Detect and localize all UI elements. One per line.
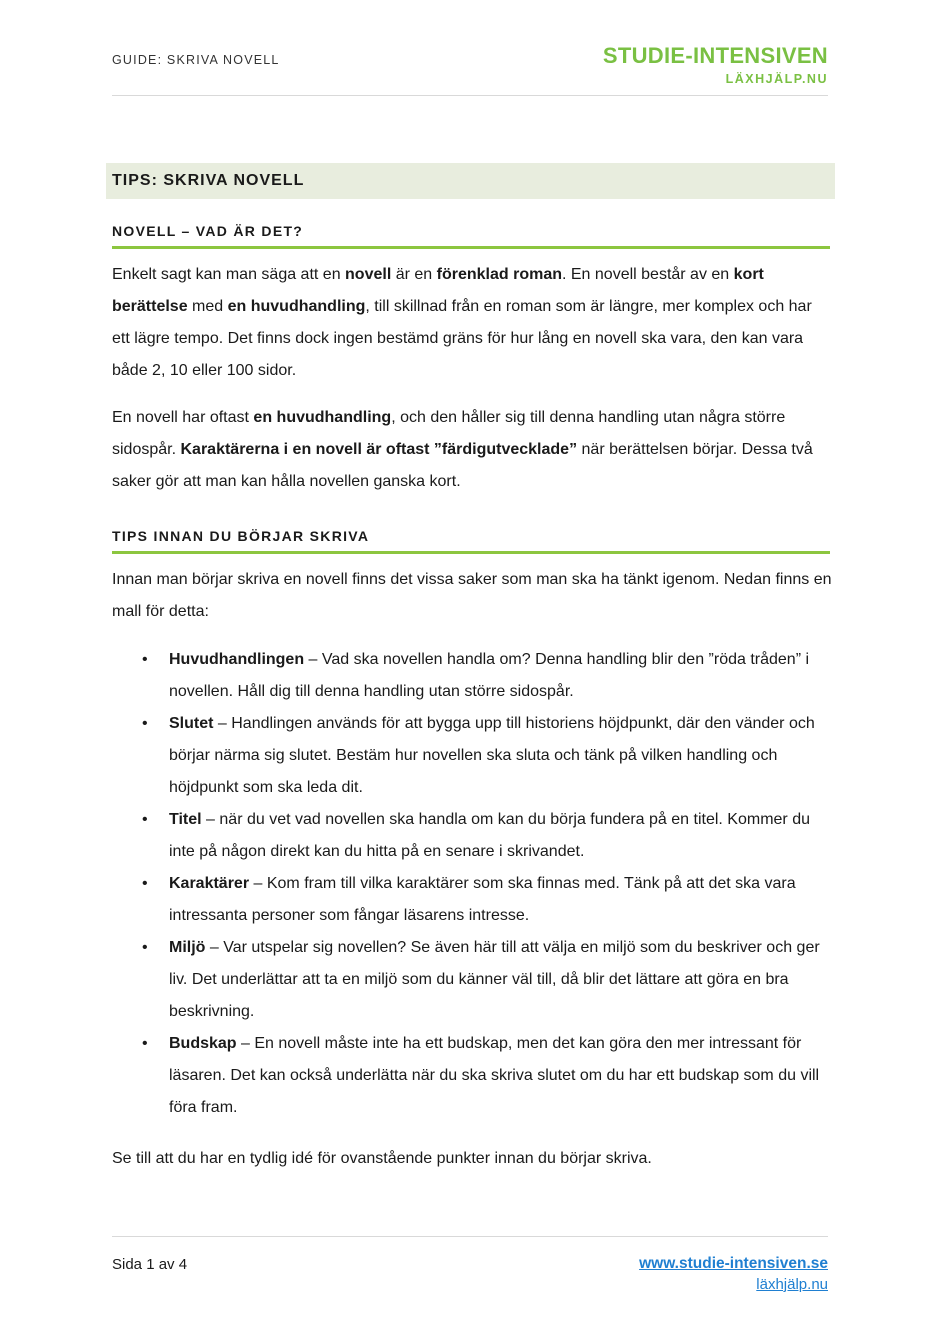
list-item: [112, 804, 832, 868]
list-item-term: Titel: [169, 811, 202, 828]
bold-text: kort berättelse: [112, 266, 764, 315]
page-number: Sida 1 av 4: [112, 1256, 188, 1273]
text-run: när berättelsen börjar. Dessa två saker gör att man kan hålla novellen ganska kort.: [112, 441, 813, 490]
list-item-term: Slutet: [169, 715, 214, 732]
bold-text: en huvudhandling: [227, 298, 366, 315]
bullet-icon: •: [142, 811, 148, 828]
list-item-text: – Kom fram till vilka karaktärer som ska finnas med. Tänk på att det ska vara intressanta personer som fångar läsarens intresse.: [169, 875, 796, 924]
section-heading-what-is: NOVELL – VAD ÄR DET?: [112, 223, 830, 249]
list-item: [112, 932, 832, 1028]
footer-links: [639, 1255, 828, 1293]
title-band: [106, 163, 835, 199]
header-divider: [112, 95, 828, 96]
paragraph-intro: Innan man börjar skriva en novell finns det vissa saker som man ska ha tänkt igenom. Nedan finns en mall för detta:: [112, 571, 832, 620]
bullet-icon: •: [142, 1035, 148, 1052]
bullet-icon: •: [142, 651, 148, 668]
brand-subtitle: LÄXHJÄLP.NU: [725, 72, 828, 86]
text-run: , och den håller sig till denna handling utan några större sidospår.: [112, 409, 786, 458]
bold-text: en huvudhandling: [253, 409, 392, 426]
brand-logo: [603, 44, 828, 86]
bullet-icon: •: [142, 715, 148, 732]
list-item-term: Miljö: [169, 939, 206, 956]
list-item-text: – Handlingen används för att bygga upp till historiens höjdpunkt, där den vänder och börjar närma sig slutet. Bestäm hur novellen ska sluta och tänk på vilken handling och höjdpunkt som ska leda dit.: [169, 715, 815, 796]
bold-text: Karaktärerna i en novell är oftast ”färdigutvecklade”: [180, 441, 578, 458]
paragraph-structure: [112, 402, 832, 498]
list-item: [112, 644, 832, 708]
list-item-term: Karaktärer: [169, 875, 250, 892]
list-item-term: Huvudhandlingen: [169, 651, 305, 668]
list-item-term: Budskap: [169, 1035, 237, 1052]
list-item: [112, 1028, 832, 1124]
bullet-icon: •: [142, 875, 148, 892]
text-run: Enkelt sagt kan man säga att en: [112, 266, 346, 283]
list-item: [112, 708, 832, 804]
list-item-text: – Vad ska novellen handla om? Denna handling blir den ”röda tråden” i novellen. Håll dig till denna handling utan större sidospår.: [169, 651, 810, 700]
bold-text: förenklad roman: [436, 266, 562, 283]
text-run: En novell har oftast: [112, 409, 254, 426]
website-link[interactable]: www.studie-intensiven.se: [639, 1255, 828, 1272]
list-item-text: – när du vet vad novellen ska handla om kan du börja fundera på en titel. Kommer du inte på någon direkt kan du hitta på en senare i skrivandet.: [169, 811, 810, 860]
list-item-text: – Var utspelar sig novellen? Se även här till att välja en miljö som du beskriver och ger liv. Det underlättar att ta en miljö som du känner väl till, då blir det lättare att göra en bra beskrivning.: [169, 939, 820, 1020]
bullet-icon: •: [142, 939, 148, 956]
paragraph-definition: [112, 259, 832, 387]
list-item: [112, 868, 832, 932]
tips-list: [112, 644, 832, 1124]
section-heading-tips: TIPS INNAN DU BÖRJAR SKRIVA: [112, 528, 830, 554]
brand-name: STUDIE-INTENSIVEN: [602, 43, 828, 68]
text-run: . En novell består av en: [561, 266, 734, 283]
laxhjalp-link[interactable]: läxhjälp.nu: [756, 1276, 828, 1293]
text-run: med: [187, 298, 228, 315]
page-title: TIPS: SKRIVA NOVELL: [112, 172, 305, 189]
bold-text: novell: [345, 266, 392, 283]
header-guide-label: GUIDE: SKRIVA NOVELL: [112, 53, 280, 67]
list-item-text: – En novell måste inte ha ett budskap, men det kan göra den mer intressant för läsaren. Det kan också underlätta när du ska skriva slutet om du har ett budskap som du vill föra fram.: [169, 1035, 820, 1116]
text-run: , till skillnad från en roman som är längre, mer komplex och har ett lägre tempo. Det finns dock ingen bestämd gräns för hur lång en novell ska vara, den kan vara både 2, 10 eller 100 sidor.: [112, 298, 812, 379]
footer-divider: [112, 1236, 828, 1237]
text-run: är en: [391, 266, 437, 283]
paragraph-outro: Se till att du har en tydlig idé för ovanstående punkter innan du börjar skriva.: [112, 1150, 652, 1167]
